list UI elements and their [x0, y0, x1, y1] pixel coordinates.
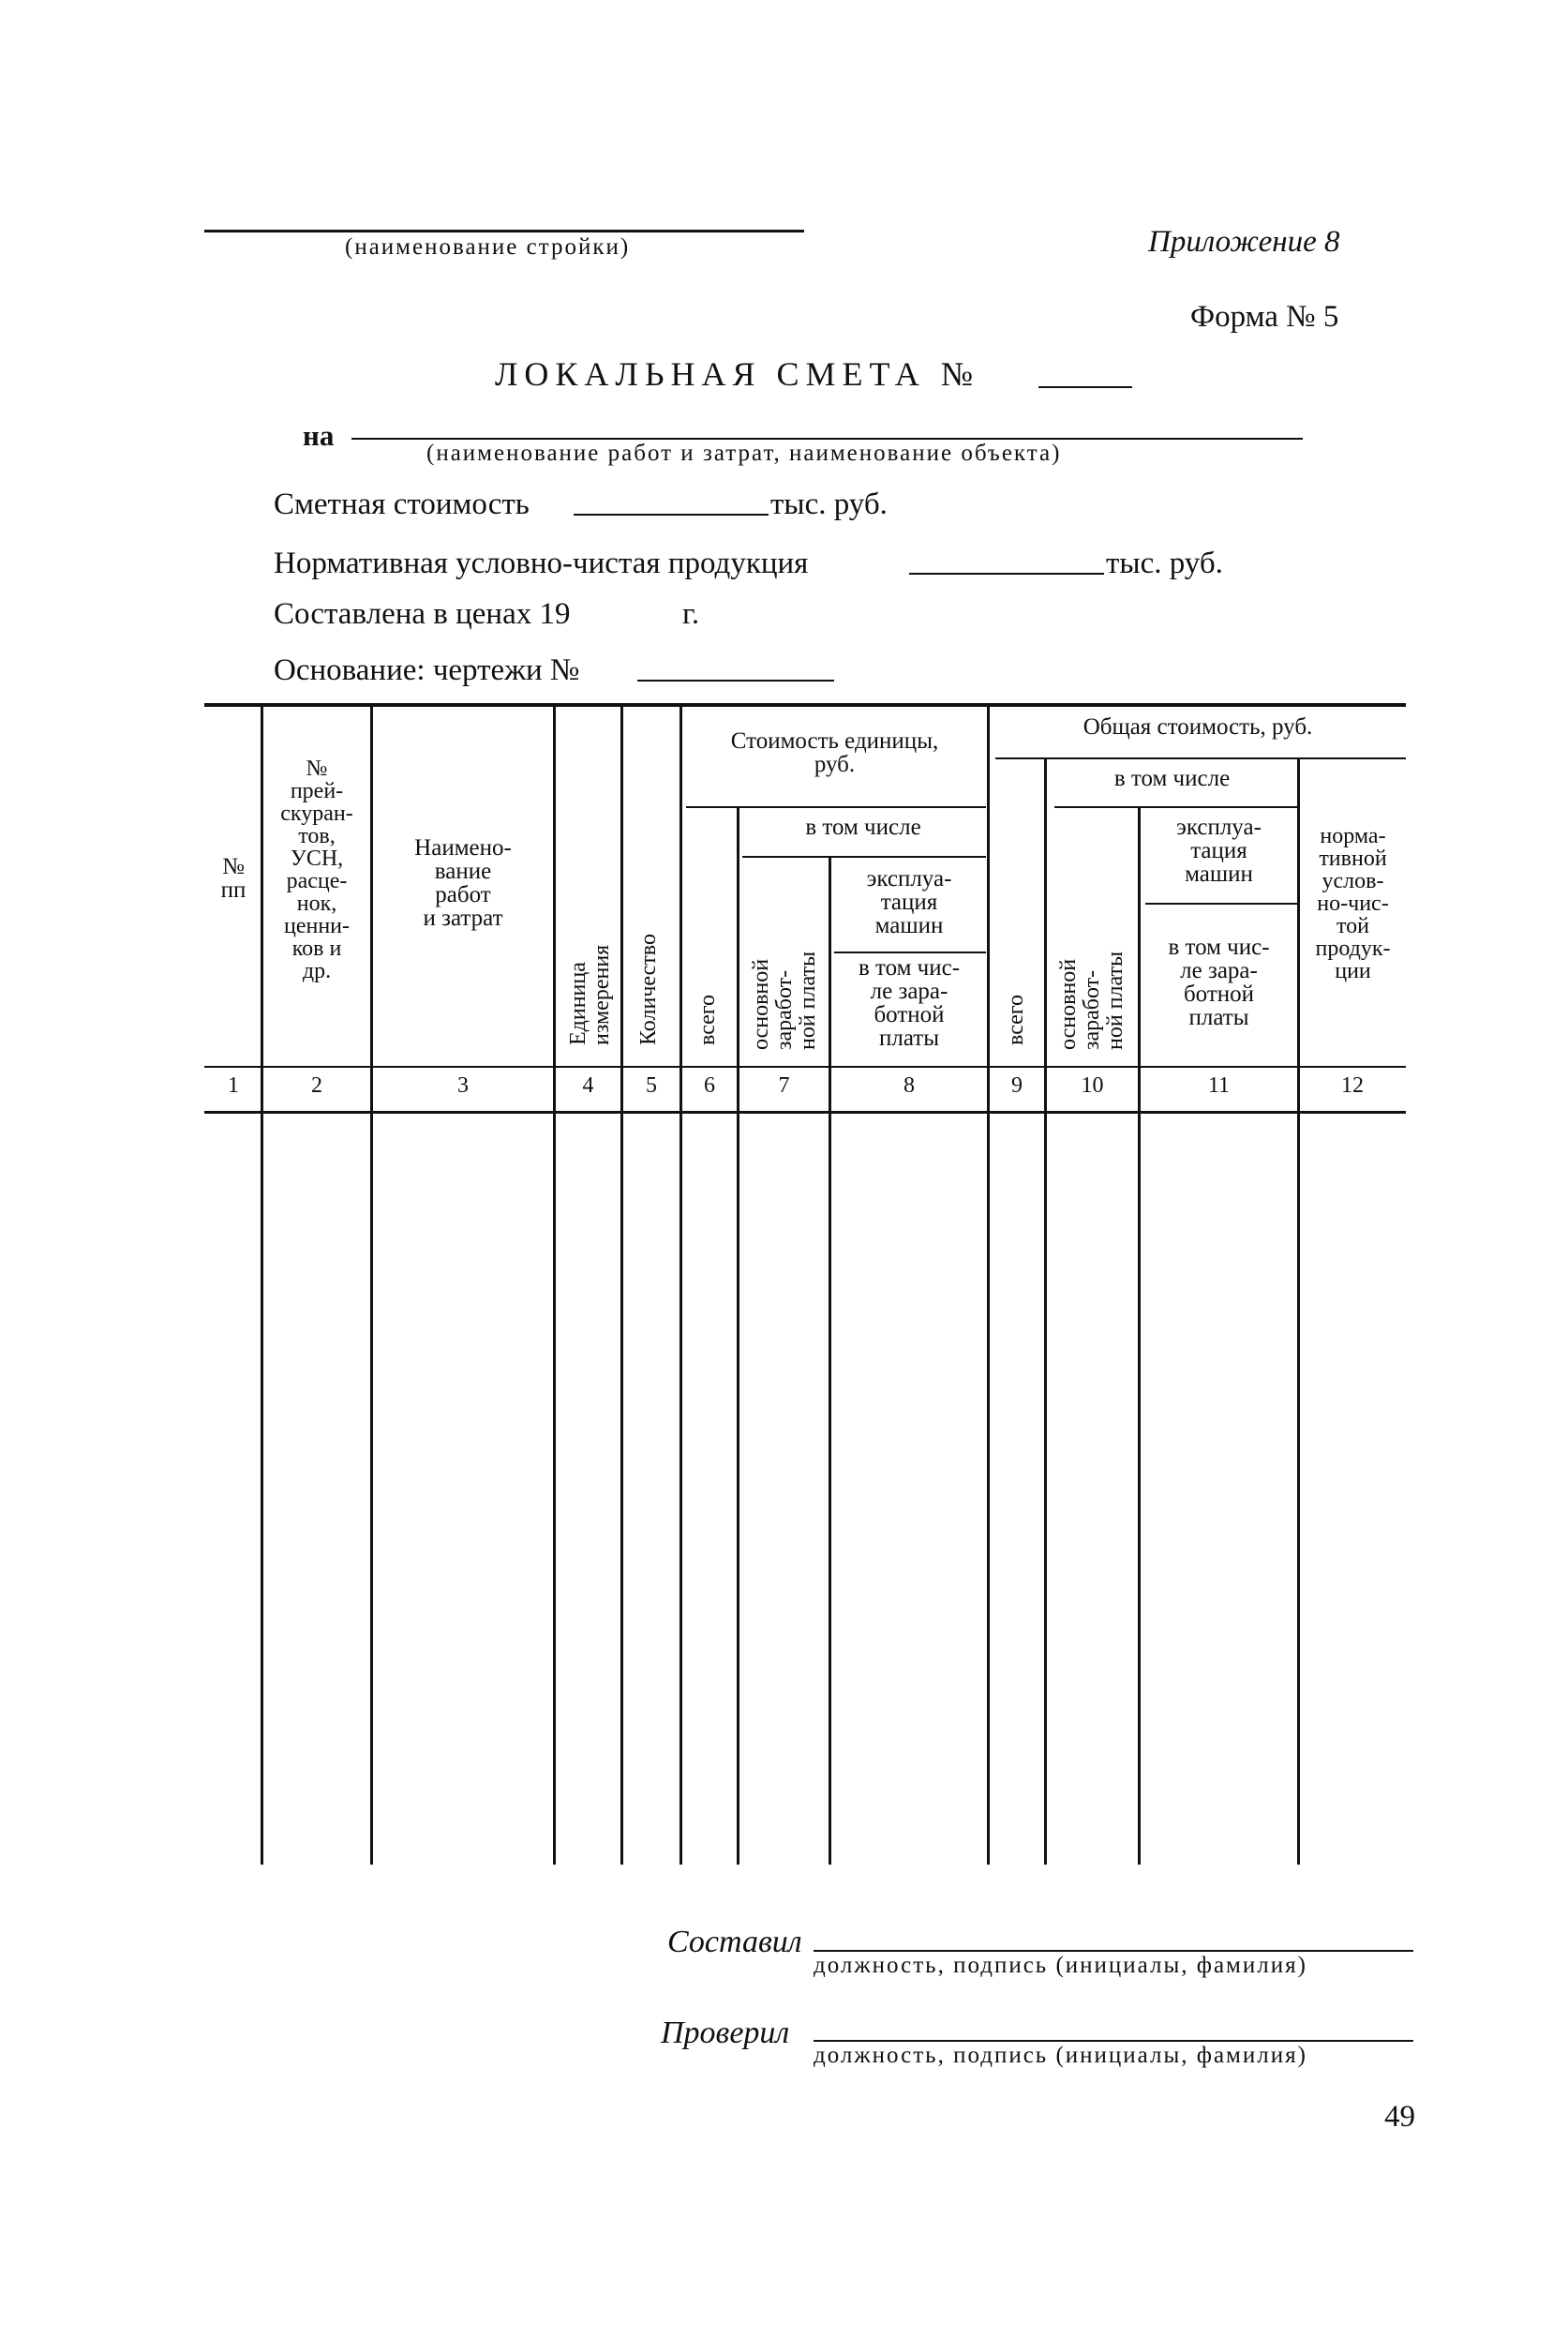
- col-7-header: основной заработ- ной платы: [749, 951, 820, 1050]
- unit-including-header: в том числе: [805, 815, 921, 840]
- appendix-label: Приложение 8: [1148, 225, 1340, 259]
- normative-unit: тыс. руб.: [1106, 547, 1223, 580]
- numbers-bottom-line: [204, 1111, 1406, 1114]
- h-line: [995, 757, 1406, 759]
- unit-cost-group-header: Стоимость единицы, руб.: [730, 728, 939, 777]
- col-number: 1: [228, 1073, 239, 1098]
- col-12-header: норма- тивной услов- но-чис- той продук- ции: [1315, 824, 1391, 983]
- col-number: 12: [1341, 1073, 1364, 1098]
- compiled-line: [814, 1950, 1413, 1952]
- col-number: 5: [646, 1073, 657, 1098]
- work-caption: (наименование работ и затрат, наименование объекта): [426, 441, 1062, 466]
- v-line: [620, 705, 623, 1865]
- basis-label: Основание: чертежи №: [274, 653, 580, 687]
- v-line: [1044, 757, 1047, 1865]
- col-number: 8: [903, 1073, 915, 1098]
- col-number: 11: [1207, 1073, 1231, 1098]
- normative-line: [909, 573, 1104, 575]
- col-8-header: в том чис- ле зара- ботной платы: [858, 955, 961, 1051]
- h-line: [834, 952, 986, 953]
- v-line: [987, 705, 990, 1865]
- compiled-caption: должность, подпись (инициалы, фамилия): [814, 1953, 1307, 1978]
- na-label: на: [303, 419, 335, 452]
- col-number: 7: [778, 1073, 790, 1098]
- h-line: [1145, 903, 1300, 905]
- prices-label: Составлена в ценах 19: [274, 597, 571, 631]
- checked-line: [814, 2040, 1413, 2042]
- h-line: [686, 806, 986, 808]
- estimated-cost-label: Сметная стоимость: [274, 487, 530, 521]
- checked-label: Проверил: [661, 2016, 790, 2050]
- page-number: 49: [1384, 2100, 1415, 2134]
- checked-caption: должность, подпись (инициалы, фамилия): [814, 2043, 1307, 2068]
- col-number: 10: [1081, 1073, 1104, 1098]
- page-title: ЛОКАЛЬНАЯ СМЕТА №: [495, 355, 980, 393]
- total-including-header: в том числе: [1113, 766, 1231, 791]
- col-2-header: № прей- скуран- тов, УСН, расце- нок, ценни- ков и др.: [280, 757, 353, 983]
- title-number-line: [1038, 386, 1132, 388]
- col-number: 4: [582, 1073, 594, 1098]
- work-line: [351, 438, 1303, 440]
- col-10-header: основной заработ- ной платы: [1056, 951, 1127, 1050]
- h-line: [742, 856, 986, 858]
- construction-caption: (наименование стройки): [345, 234, 631, 260]
- col-3-header: Наимено- вание работ и затрат: [414, 835, 512, 931]
- unit-machine-header: эксплуа- тация машин: [866, 866, 952, 938]
- table-top-border: [204, 703, 1406, 707]
- total-cost-group-header: Общая стоимость, руб.: [1083, 714, 1313, 740]
- estimated-cost-unit: тыс. руб.: [770, 487, 888, 521]
- construction-line: [204, 230, 804, 232]
- col-4-header: Единица измерения: [566, 944, 614, 1045]
- col-number: 6: [704, 1073, 715, 1098]
- col-1-header: № пп: [220, 854, 246, 903]
- basis-line: [637, 680, 834, 682]
- col-number: 9: [1011, 1073, 1023, 1098]
- h-line: [1054, 806, 1298, 808]
- col-9-header: всего: [1004, 994, 1028, 1045]
- total-machine-header: эксплуа- тация машин: [1176, 815, 1262, 887]
- form-label: Форма № 5: [1190, 300, 1339, 334]
- compiled-label: Составил: [667, 1925, 802, 1959]
- v-line: [679, 705, 682, 1865]
- prices-suffix: г.: [682, 597, 700, 631]
- estimated-cost-line: [574, 514, 769, 516]
- col-6-header: всего: [695, 994, 720, 1045]
- col-number: 2: [311, 1073, 322, 1098]
- normative-label: Нормативная условно-чистая продукция: [274, 547, 809, 580]
- col-5-header: Количество: [636, 934, 661, 1045]
- col-number: 3: [457, 1073, 469, 1098]
- col-11-header: в том чис- ле зара- ботной платы: [1168, 935, 1270, 1030]
- header-bottom-line: [204, 1066, 1406, 1068]
- v-line: [737, 806, 739, 1865]
